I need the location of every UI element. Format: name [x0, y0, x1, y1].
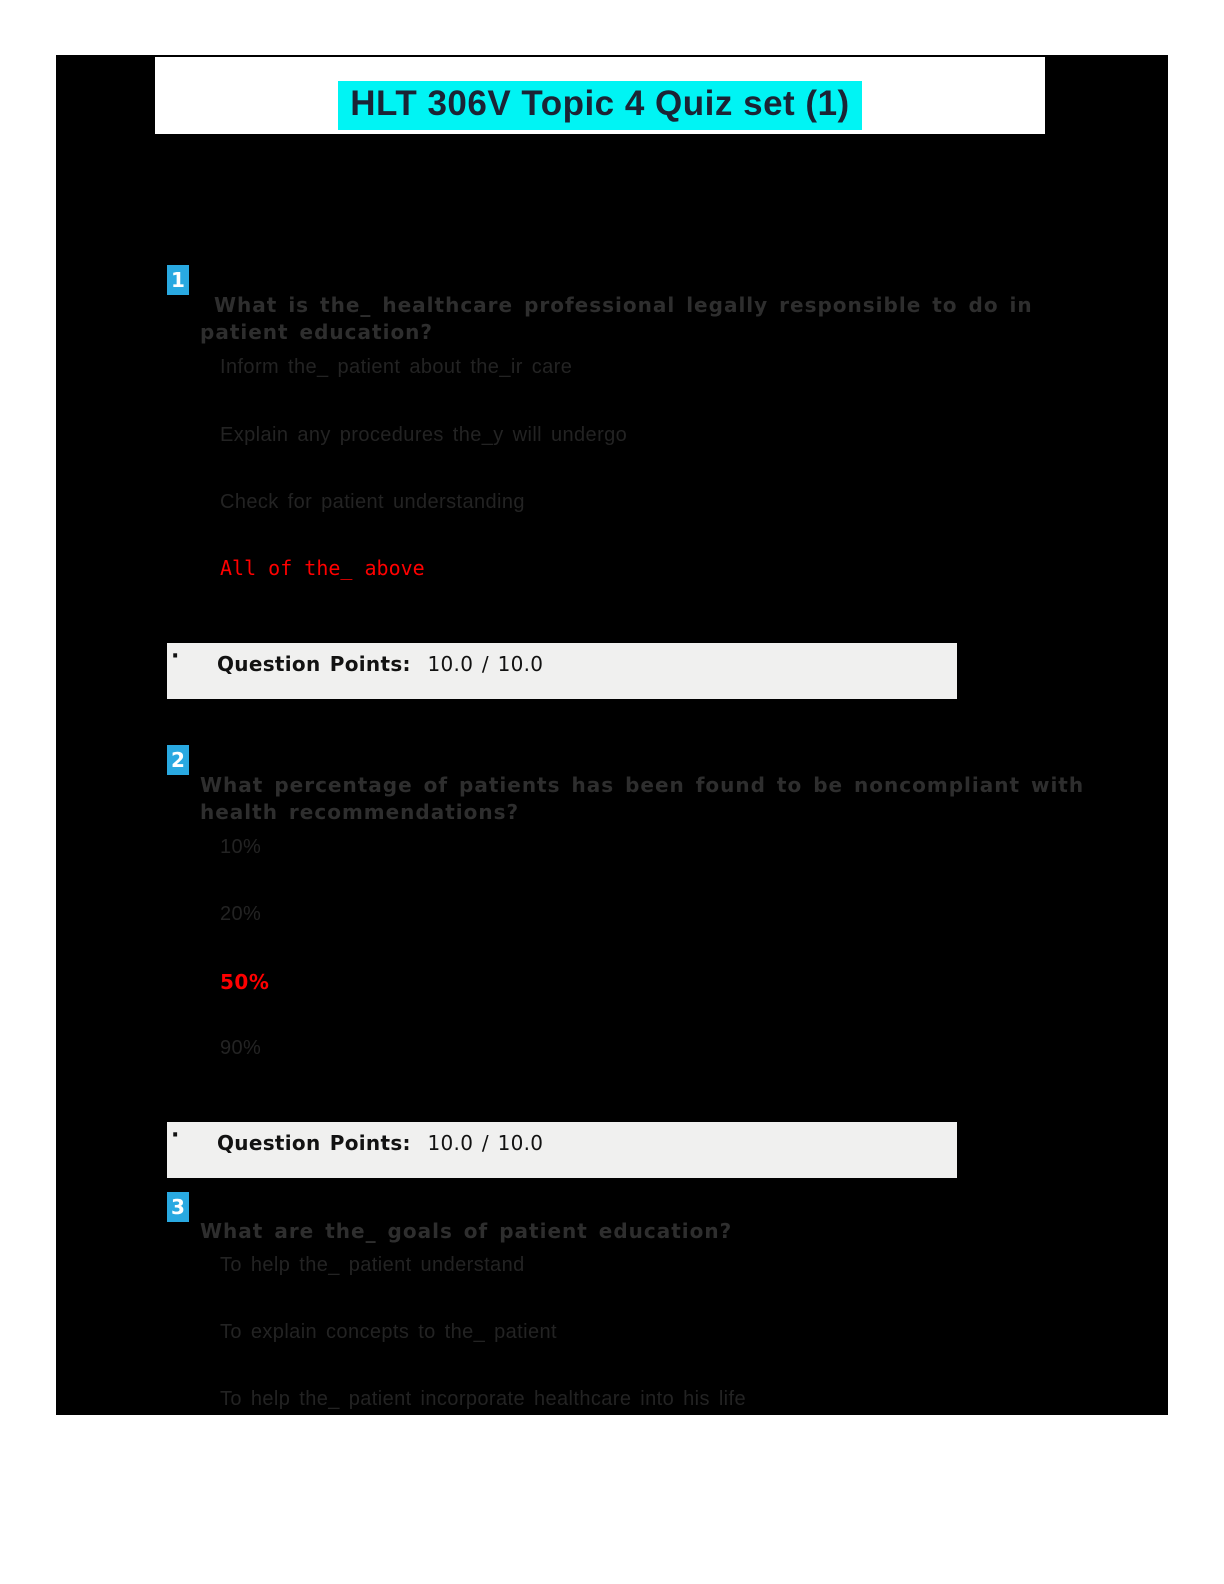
title-bar: [155, 57, 1045, 134]
question-2-number-badge: 2: [167, 745, 189, 775]
question-1-text: [200, 292, 1033, 346]
question-2-line-1: What percentage of patients has been found to be noncompliant with: [200, 773, 1085, 797]
question-3-option-1: To help the_ patient understand: [220, 1254, 525, 1276]
question-3-line-1: What are the_ goals of patient education?: [200, 1219, 733, 1243]
question-3-option-2: To explain concepts to the_ patient: [220, 1321, 557, 1343]
question-1-option-1: Inform the_ patient about the_ir care: [220, 356, 573, 378]
question-2-option-1: 10%: [220, 836, 262, 858]
points-value: 10.0 / 10.0: [427, 652, 544, 676]
question-1-points: [167, 643, 957, 676]
question-2-text: [200, 772, 1084, 826]
question-2-points: [167, 1122, 957, 1155]
question-1-line-1: What is the_ healthcare professional legally responsible to do in: [214, 293, 1033, 317]
question-1-option-3: Check for patient understanding: [220, 491, 525, 513]
question-2-option-2: 20%: [220, 903, 262, 925]
points-value: 10.0 / 10.0: [427, 1131, 544, 1155]
points-label: Question Points:: [217, 1131, 411, 1155]
question-1-correct-answer: All of the_ above: [220, 556, 425, 580]
question-2-line-2: health recommendations?: [200, 800, 520, 824]
question-2-correct-answer: 50%: [220, 970, 270, 994]
question-3-number-badge: 3: [167, 1192, 189, 1222]
question-1-points-bar: [167, 643, 957, 699]
question-1-line-2: patient education?: [200, 320, 434, 344]
quiz-page: [56, 55, 1168, 1415]
quiz-title: HLT 306V Topic 4 Quiz set (1): [338, 81, 861, 130]
question-3-text: [200, 1218, 732, 1245]
question-1-option-2: Explain any procedures the_y will undergo: [220, 424, 628, 446]
question-2-option-4: 90%: [220, 1037, 262, 1059]
points-label: Question Points:: [217, 652, 411, 676]
bullet-icon: ·: [171, 1123, 180, 1148]
question-2-points-bar: [167, 1122, 957, 1178]
bullet-icon: ·: [171, 644, 180, 669]
question-3-option-3: To help the_ patient incorporate healthcare into his life: [220, 1388, 746, 1410]
question-1-number-badge: 1: [167, 265, 189, 295]
